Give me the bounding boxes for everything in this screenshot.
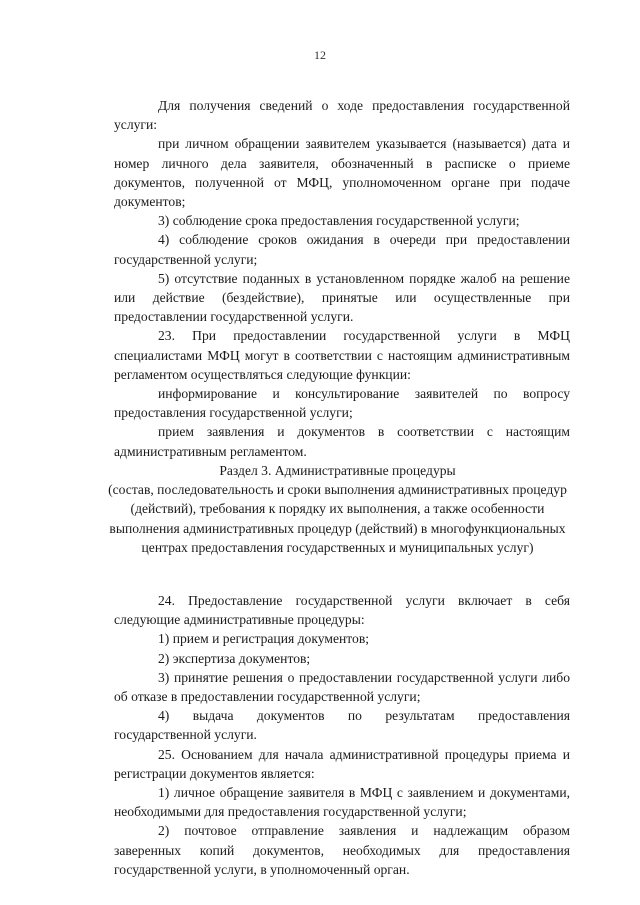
paragraph: прием заявления и документов в соответствии с настоящим административным регламентом. xyxy=(114,424,570,459)
paragraph: 4) выдача документов по результатам предоставления государственной услуги. xyxy=(114,708,570,743)
body-text-block-2 xyxy=(114,591,570,879)
paragraph: 1) прием и регистрация документов; xyxy=(158,631,370,647)
paragraph: 3) соблюдение срока предоставления государственной услуги; xyxy=(158,213,520,229)
paragraph: 25. Основанием для начала административной процедуры приема и регистрации документов является: xyxy=(114,746,570,781)
body-text-block-1 xyxy=(114,96,570,461)
paragraph: 2) экспертиза документов; xyxy=(158,650,311,666)
paragraph: 24. Предоставление государственной услуги включает в себя следующие административные процедуры: xyxy=(114,593,570,628)
paragraph: Для получения сведений о ходе предоставления государственной услуги: xyxy=(114,98,570,133)
section-title: Раздел 3. Административные процедуры xyxy=(219,463,456,478)
paragraph: 5) отсутствие поданных в установленном порядке жалоб на решение или действие (бездействие), принятые или осуществленные при предоставлении государственной услуги. xyxy=(114,270,570,325)
section-heading xyxy=(100,461,575,557)
paragraph: информирование и консультирование заявителей по вопросу предоставления государственной услуги; xyxy=(114,386,570,421)
paragraph: 23. При предоставлении государственной услуги в МФЦ специалистами МФЦ могут в соответствии с настоящим административным регламентом осуществляться следующие функции: xyxy=(114,328,570,382)
paragraph: при личном обращении заявителем указывается (называется) дата и номер личного дела заявителя, обозначенный в расписке о приеме документов, полученной от МФЦ, уполномоченном органе при подаче документов; xyxy=(114,136,570,210)
section-subtitle: (состав, последовательность и сроки выполнения административных процедур (действий), требования к порядку их выполнения, а также особенности выполнения административных процедур (действий) в многофункциональных центрах предоставления государственных и муниципальных услуг) xyxy=(108,482,567,555)
paragraph: 2) почтовое отправление заявления и надлежащим образом заверенных копий документов, необходимых для предоставления государственной услуги, в уполномоченный орган. xyxy=(114,823,570,877)
paragraph: 3) принятие решения о предоставлении государственной услуги либо об отказе в предоставлении государственной услуги; xyxy=(114,669,570,705)
paragraph: 1) личное обращение заявителя в МФЦ с заявлением и документами, необходимыми для предоставления государственной услуги; xyxy=(114,785,570,820)
paragraph: 4) соблюдение сроков ожидания в очереди при предоставлении государственной услуги; xyxy=(114,232,570,267)
page-number: 12 xyxy=(314,48,326,62)
